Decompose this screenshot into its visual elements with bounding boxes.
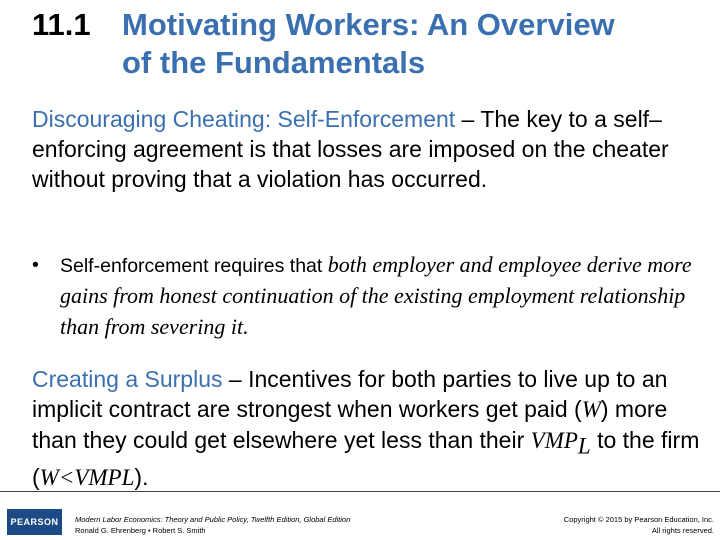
slide-title (32, 6, 712, 82)
surplus-text-4: ). (134, 463, 149, 490)
title-line-2: of the Fundamentals (122, 45, 426, 80)
surplus-text-3: to the firm ( (32, 427, 700, 490)
copyright-text: Copyright © 2015 by Pearson Education, Inc. (563, 515, 714, 524)
book-title: Modern Labor Economics: Theory and Public Policy, Twelfth Edition, Global Edition (75, 515, 351, 524)
vmp-symbol: VMP (530, 428, 578, 453)
paragraph-heading: Discouraging Cheating: Self-Enforcement (32, 106, 456, 132)
bullet-emphasis: both employer and employee derive more gains from honest continuation of the existing employment relationship than from severing it. (60, 252, 692, 339)
rights-text: All rights reserved. (651, 526, 714, 535)
paragraph-surplus (32, 364, 702, 493)
pearson-logo: PEARSON (7, 509, 62, 535)
footer-book-info (75, 514, 435, 536)
bullet-item (32, 250, 702, 343)
inequality-expression: W<VMPL (39, 464, 135, 490)
title-text (122, 6, 615, 82)
bullet-glyph: • (32, 254, 39, 276)
surplus-text-1: – Incentives for both parties to live up to an implicit contract are strongest when workers get paid ( (32, 366, 668, 422)
bullet-lead: Self-enforcement requires that (60, 255, 328, 277)
vmp-subscript: L (577, 433, 591, 459)
surplus-text-2: ) more than they could get elsewhere yet less than their (32, 396, 668, 453)
wage-symbol: W (581, 397, 601, 422)
paragraph-body: – The key to a self–enforcing agreement is that losses are imposed on the cheater without proving that a violation has occurred. (32, 106, 669, 192)
bullet-text (60, 250, 702, 343)
footer-divider (0, 491, 720, 492)
title-line-1: Motivating Workers: An Overview (122, 7, 615, 42)
section-number: 11.1 (32, 7, 91, 42)
footer-copyright (564, 514, 714, 536)
book-authors: Ronald G. Ehrenberg • Robert S. Smith (75, 526, 206, 535)
paragraph-self-enforcement (32, 104, 702, 194)
surplus-heading: Creating a Surplus (32, 366, 223, 392)
